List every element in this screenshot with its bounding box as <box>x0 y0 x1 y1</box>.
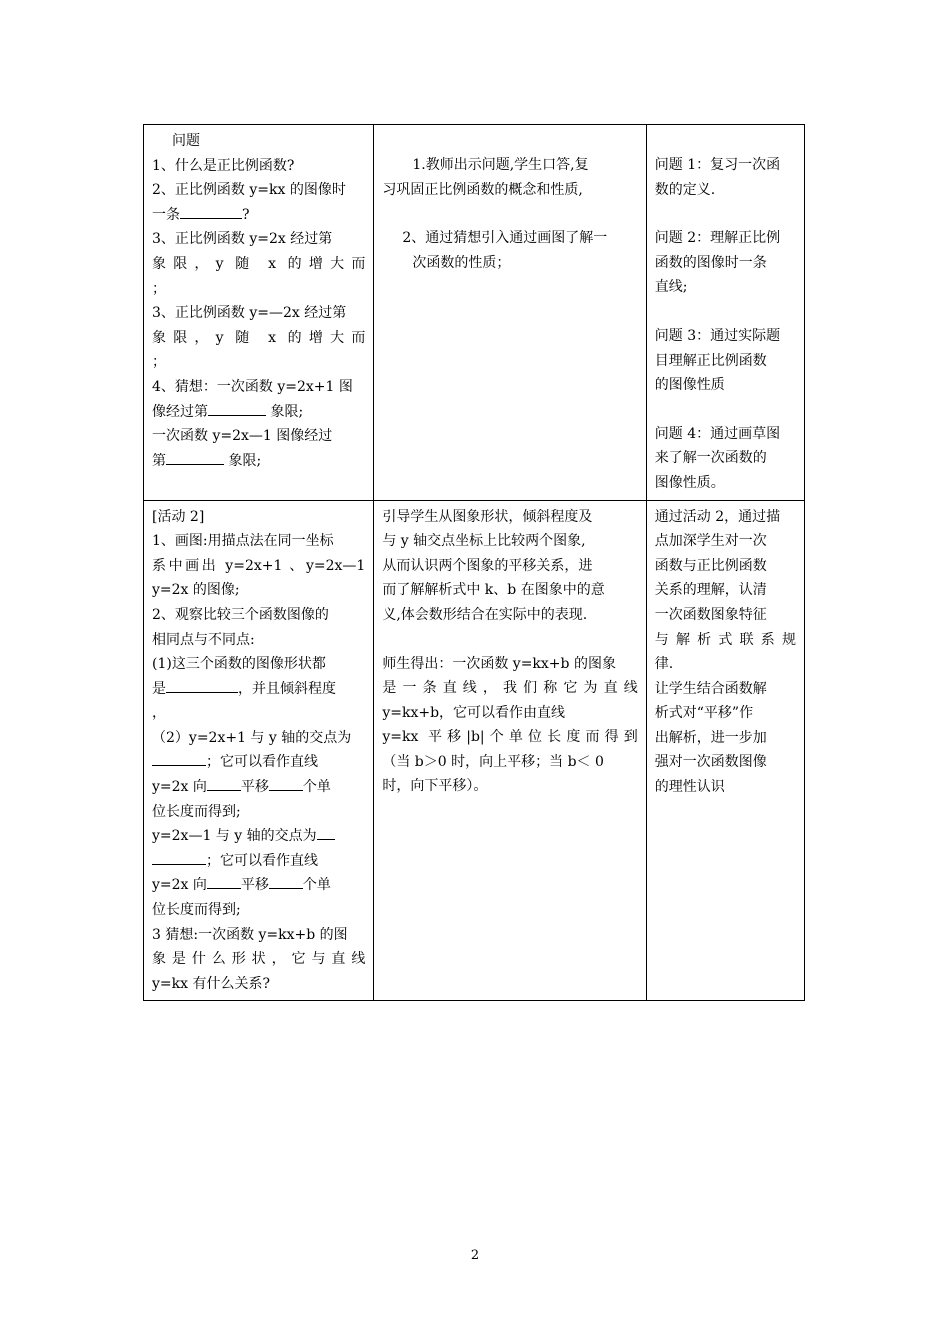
intent-line: 图像性质。 <box>654 474 725 491</box>
intent-line: 来了解一次函数的 <box>654 450 767 467</box>
question-line: 3、正比例函数 y=—2x 经过第 <box>152 305 347 322</box>
table-row <box>144 125 805 501</box>
intent-line: 让学生结合函数解 <box>654 680 767 697</box>
answer-blank <box>208 400 266 416</box>
answer-blank <box>152 849 206 865</box>
intent-line: 一次函数图象特征 <box>654 606 767 623</box>
guidance-line: 引导学生从图象形状，倾斜程度及 <box>382 508 593 525</box>
design-intent-cell <box>646 125 804 501</box>
activity-line: y=2x 向 平移 个单 <box>152 873 365 898</box>
activity-line: y=kx 有什么关系? <box>152 975 270 992</box>
guidance-line: y=kx 平移|b|个单位长度而得到 <box>382 729 638 746</box>
activity-line: 位长度而得到; <box>152 803 241 820</box>
guidance-line: 义,体会数形结合在实际中的表现. <box>382 606 588 623</box>
activity-line: 1、画图:用描点法在同一坐标 <box>152 533 334 550</box>
intent-line: 通过活动 2，通过描 <box>654 508 781 525</box>
guidance-line: 师生得出：一次函数 y=kx+b 的图象 <box>382 655 616 672</box>
guidance-line: （当 b＞0 时，向上平移；当 b＜ 0 <box>382 753 604 770</box>
question-line: 象限，y 随 x 的增大而 <box>152 329 366 346</box>
intent-line: 函数的图像时一条 <box>654 254 767 271</box>
question-line: ； <box>152 354 166 371</box>
intent-line: 函数与正比例函数 <box>654 557 767 574</box>
answer-blank <box>207 873 241 889</box>
activity-line: 位长度而得到; <box>152 902 241 919</box>
intent-line: 目理解正比例函数 <box>654 352 767 369</box>
guidance-line: y=kx+b，它可以看作由直线 <box>382 704 566 721</box>
intent-line: 问题 3：通过实际题 <box>654 327 781 344</box>
design-intent-cell <box>646 500 804 1001</box>
answer-blank <box>269 873 303 889</box>
question-line: 一次函数 y=2x—1 图像经过 <box>152 428 333 445</box>
guidance-line: 时，向下平移）。 <box>382 778 488 795</box>
question-line: 4、猜想：一次函数 y=2x+1 图 <box>152 378 353 395</box>
intent-line: 律. <box>654 656 674 673</box>
activity-line: 1.教师出示问题,学生口答,复 <box>412 157 589 173</box>
question-line: 象限，y 随 x 的增大而 <box>152 255 366 272</box>
activity-line: ；它可以看作直线 <box>152 750 365 775</box>
activity-line: 相同点与不同点: <box>152 631 255 648</box>
activity-line: ；它可以看作直线 <box>152 849 365 874</box>
activity-line: 习巩固正比例函数的概念和性质, <box>382 181 583 198</box>
activity-line: y=2x 向 平移 个单 <box>152 775 365 800</box>
activity-line: 系中画出 y=2x+1 、y=2x—1 <box>152 557 366 574</box>
teacher-activity-cell <box>374 125 646 501</box>
activity-line: 次函数的性质； <box>412 254 511 271</box>
intent-line: 问题 1：复习一次函 <box>654 157 781 173</box>
question-line: 第 象限; <box>152 449 365 474</box>
answer-blank <box>166 449 224 465</box>
activity-line: [活动 2] <box>152 508 205 525</box>
activity-line: （2）y=2x+1 与 y 轴的交点为 <box>152 729 352 746</box>
question-line: 1、什么是正比例函数? <box>152 157 295 174</box>
intent-line: 的图像性质 <box>654 377 725 394</box>
questions-cell <box>144 125 374 501</box>
lesson-plan-table <box>143 124 805 1001</box>
activity-line: y=2x—1 与 y 轴的交点为 <box>152 824 365 849</box>
intent-line: 问题 2：理解正比例 <box>654 230 781 247</box>
answer-blank <box>152 750 206 766</box>
guidance-line: 而了解解析式中 k、b 在图象中的意 <box>382 582 605 599</box>
question-line: 一条 ? <box>152 203 365 228</box>
table-row <box>144 500 805 1001</box>
answer-blank <box>166 677 238 693</box>
activity-line: 2、通过猜想引入通过画图了解一 <box>402 230 608 247</box>
question-line: ； <box>152 280 166 297</box>
intent-line: 点加深学生对一次 <box>654 533 767 550</box>
page-number: 2 <box>470 1248 480 1263</box>
answer-blank <box>269 775 303 791</box>
questions-heading: 问题 <box>172 133 200 149</box>
intent-line: 数的定义. <box>654 181 716 198</box>
teacher-guidance-cell <box>374 500 646 1001</box>
guidance-line: 是一条直线，我们称它为直线 <box>382 680 638 697</box>
activity-line: ， <box>152 705 166 722</box>
intent-line: 关系的理解，认清 <box>654 582 767 599</box>
question-line: 3、正比例函数 y=2x 经过第 <box>152 231 333 248</box>
activity-line: 象是什么形状，它与直线 <box>152 951 366 968</box>
intent-line: 与解析式联系规 <box>654 631 796 648</box>
activity-line: y=2x 的图像; <box>152 582 240 599</box>
intent-line: 强对一次函数图像 <box>654 754 767 771</box>
intent-line: 的理性认识 <box>654 779 725 796</box>
intent-line: 出解析，进一步加 <box>654 729 767 746</box>
intent-line: 问题 4：通过画草图 <box>654 425 781 442</box>
activity-line: 是 ，并且倾斜程度 <box>152 677 365 702</box>
guidance-line: 从而认识两个图象的平移关系，进 <box>382 557 593 574</box>
answer-blank <box>207 775 241 791</box>
answer-blank <box>180 203 242 219</box>
guidance-line: 与 y 轴交点坐标上比较两个图象, <box>382 533 586 550</box>
question-line: 2、正比例函数 y=kx 的图像时 <box>152 182 346 199</box>
intent-line: 直线; <box>654 279 688 296</box>
intent-line: 析式对“平移”作 <box>654 705 754 722</box>
activity-line: (1)这三个函数的图像形状都 <box>152 656 326 673</box>
answer-blank <box>317 824 335 840</box>
activity2-cell <box>144 500 374 1001</box>
activity-line: 2、观察比较三个函数图像的 <box>152 606 329 623</box>
activity-line: 3 猜想:一次函数 y=kx+b 的图 <box>152 926 348 943</box>
question-line: 像经过第 象限; <box>152 400 365 425</box>
